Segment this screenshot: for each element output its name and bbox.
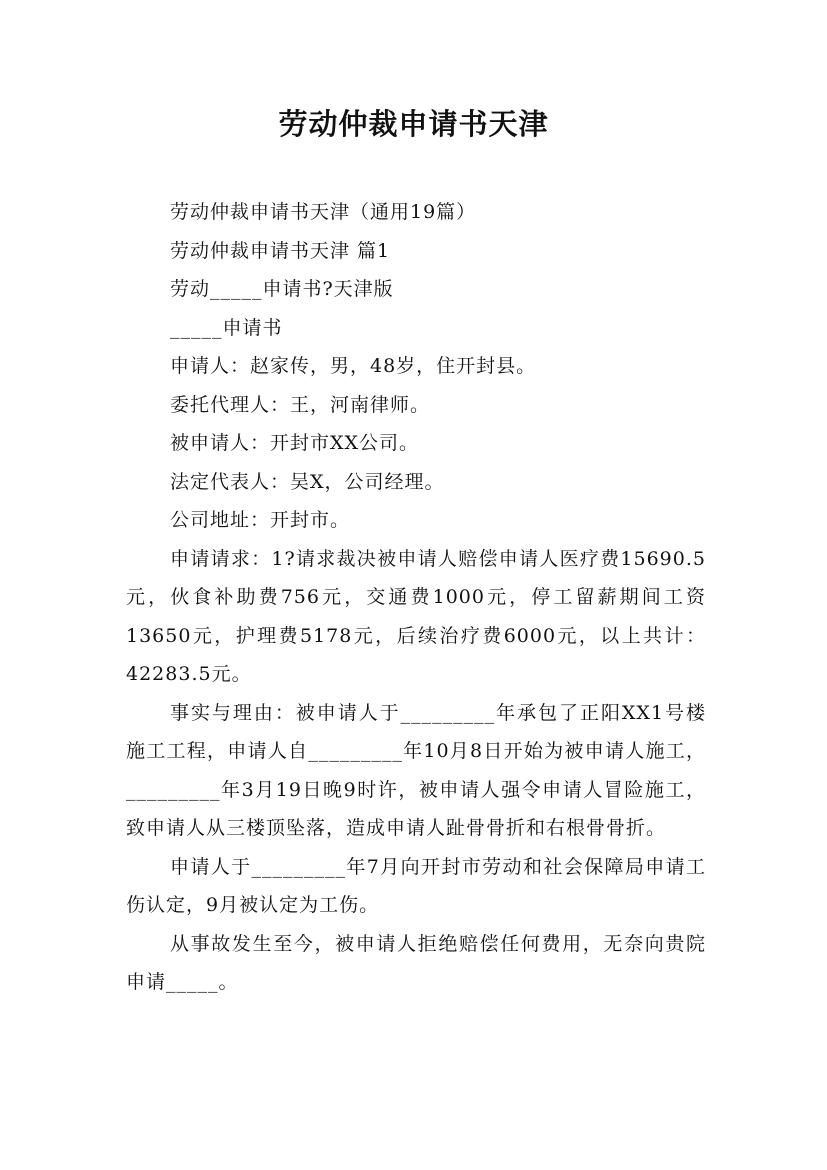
form-title-line: 劳动_____申请书?天津版 (170, 278, 394, 300)
legal-representative-line: 法定代表人：吴X，公司经理。 (170, 470, 445, 493)
company-address-line: 公司地址：开封市。 (170, 509, 351, 531)
application-paragraph: 从事故发生至今，被申请人拒绝赔偿任何费用，无奈向贵院申请_____。 (126, 932, 706, 993)
document-body (126, 193, 706, 1002)
doc-heading-line: 劳动仲裁申请书天津（通用19篇） (170, 201, 477, 223)
agent-line: 委托代理人：王，河南律师。 (170, 393, 431, 416)
injury-recognition-paragraph: 申请人于_________年7月向开封市劳动和社会保障局申请工伤认定，9月被认定为工伤。 (126, 855, 706, 916)
section-heading-line: 劳动仲裁申请书天津 篇1 (170, 239, 391, 262)
document-title: 劳动仲裁申请书天津 (278, 107, 549, 141)
applicant-line: 申请人：赵家传，男，48岁，住开封县。 (170, 355, 537, 377)
claims-paragraph: 申请请求：1?请求裁决被申请人赔偿申请人医疗费15690.5元，伙食补助费756元，交通费1000元，停工留薪期间工资13650元，护理费5178元，后续治疗费6000元，以上共计：42283.5元。 (126, 547, 706, 685)
respondent-line: 被申请人：开封市XX公司。 (170, 432, 420, 454)
form-subtitle-line: _____申请书 (170, 316, 283, 339)
facts-paragraph: 事实与理由：被申请人于_________年承包了正阳XX1号楼施工工程，申请人自_________年10月8日开始为被申请人施工，_________年3月19日晚9时许，被申请人强令申请人冒险施工，致申请人从三楼顶坠落，造成申请人趾骨骨折和右根骨骨折。 (126, 701, 706, 839)
